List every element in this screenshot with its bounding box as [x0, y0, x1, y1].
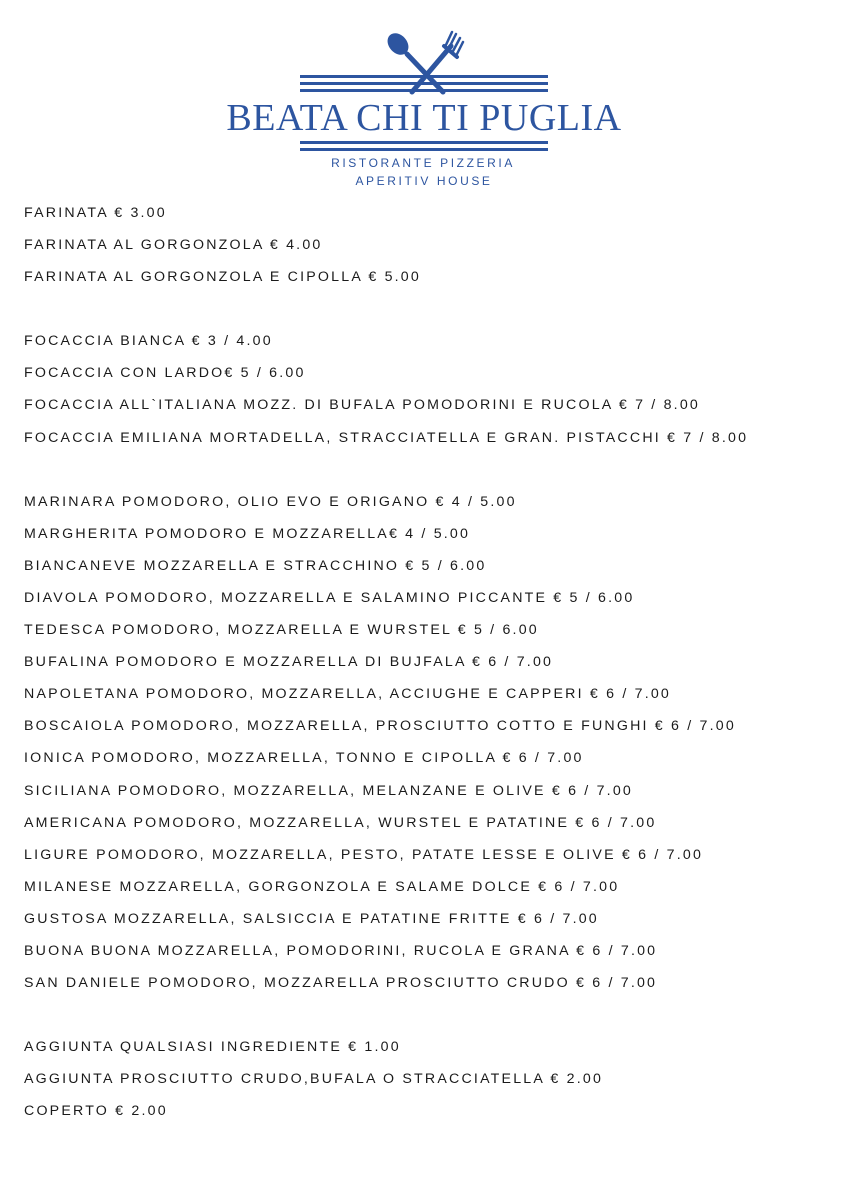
menu-item: FARINATA € 3.00: [24, 205, 167, 221]
section-spacer: [24, 296, 834, 328]
menu-item: COPERTO € 2.00: [24, 1103, 168, 1120]
menu-item: MARINARA POMODORO, OLIO EVO E ORIGANO € 4 / 5.00: [24, 493, 517, 510]
restaurant-name: BEATA CHI TI PUGLIA: [226, 97, 622, 139]
menu-item: AGGIUNTA PROSCIUTTO CRUDO,BUFALA O STRACCIATELLA € 2.00: [24, 1071, 604, 1088]
tagline-line-1: RISTORANTE PIZZERIA: [331, 156, 515, 170]
section-spacer: [24, 457, 834, 489]
menu-item: MARGHERITA POMODORO E MOZZARELLA€ 4 / 5.00: [24, 525, 471, 542]
menu-item: AGGIUNTA QUALSIASI INGREDIENTE € 1.00: [24, 1039, 401, 1056]
menu-item: BUONA BUONA MOZZARELLA, POMODORINI, RUCOLA E GRANA € 6 / 7.00: [24, 942, 658, 959]
tagline-line-2: APERITIV HOUSE: [355, 174, 493, 188]
menu-item: DIAVOLA POMODORO, MOZZARELLA E SALAMINO PICCANTE € 5 / 6.00: [24, 589, 635, 606]
menu-item: BUFALINA POMODORO E MOZZARELLA DI BUJFALA € 6 / 7.00: [24, 654, 554, 671]
menu-item: FOCACCIA BIANCA € 3 / 4.00: [24, 333, 273, 350]
menu-header: [0, 0, 848, 200]
menu-item: SAN DANIELE POMODORO, MOZZARELLA PROSCIUTTO CRUDO € 6 / 7.00: [24, 975, 658, 992]
menu-item: BOSCAIOLA POMODORO, MOZZARELLA, PROSCIUTTO COTTO E FUNGHI € 6 / 7.00: [24, 718, 736, 735]
menu-item: AMERICANA POMODORO, MOZZARELLA, WURSTEL E PATATINE € 6 / 7.00: [24, 814, 657, 831]
menu-item: FARINATA AL GORGONZOLA E CIPOLLA € 5.00: [24, 269, 421, 286]
menu-item: NAPOLETANA POMODORO, MOZZARELLA, ACCIUGHE E CAPPERI € 6 / 7.00: [24, 686, 672, 703]
menu-item: BIANCANEVE MOZZARELLA E STRACCHINO € 5 / 6.00: [24, 557, 487, 574]
menu-item: FOCACCIA CON LARDO€ 5 / 6.00: [24, 365, 306, 382]
menu-list: [24, 200, 834, 1130]
menu-item: GUSTOSA MOZZARELLA, SALSICCIA E PATATINE FRITTE € 6 / 7.00: [24, 910, 599, 927]
section-spacer: [24, 1002, 834, 1034]
menu-item: SICILIANA POMODORO, MOZZARELLA, MELANZANE E OLIVE € 6 / 7.00: [24, 782, 633, 799]
menu-item: LIGURE POMODORO, MOZZARELLA, PESTO, PATATE LESSE E OLIVE € 6 / 7.00: [24, 846, 704, 863]
menu-item: IONICA POMODORO, MOZZARELLA, TONNO E CIPOLLA € 6 / 7.00: [24, 750, 584, 767]
menu-item: MILANESE MOZZARELLA, GORGONZOLA E SALAME DOLCE € 6 / 7.00: [24, 878, 620, 895]
menu-item: FOCACCIA ALL`ITALIANA MOZZ. DI BUFALA POMODORINI E RUCOLA € 7 / 8.00: [24, 397, 700, 414]
menu-item: FOCACCIA EMILIANA MORTADELLA, STRACCIATELLA E GRAN. PISTACCHI € 7 / 8.00: [24, 429, 749, 446]
menu-item: FARINATA AL GORGONZOLA € 4.00: [24, 237, 323, 254]
menu-item: TEDESCA POMODORO, MOZZARELLA E WURSTEL € 5 / 6.00: [24, 622, 539, 639]
